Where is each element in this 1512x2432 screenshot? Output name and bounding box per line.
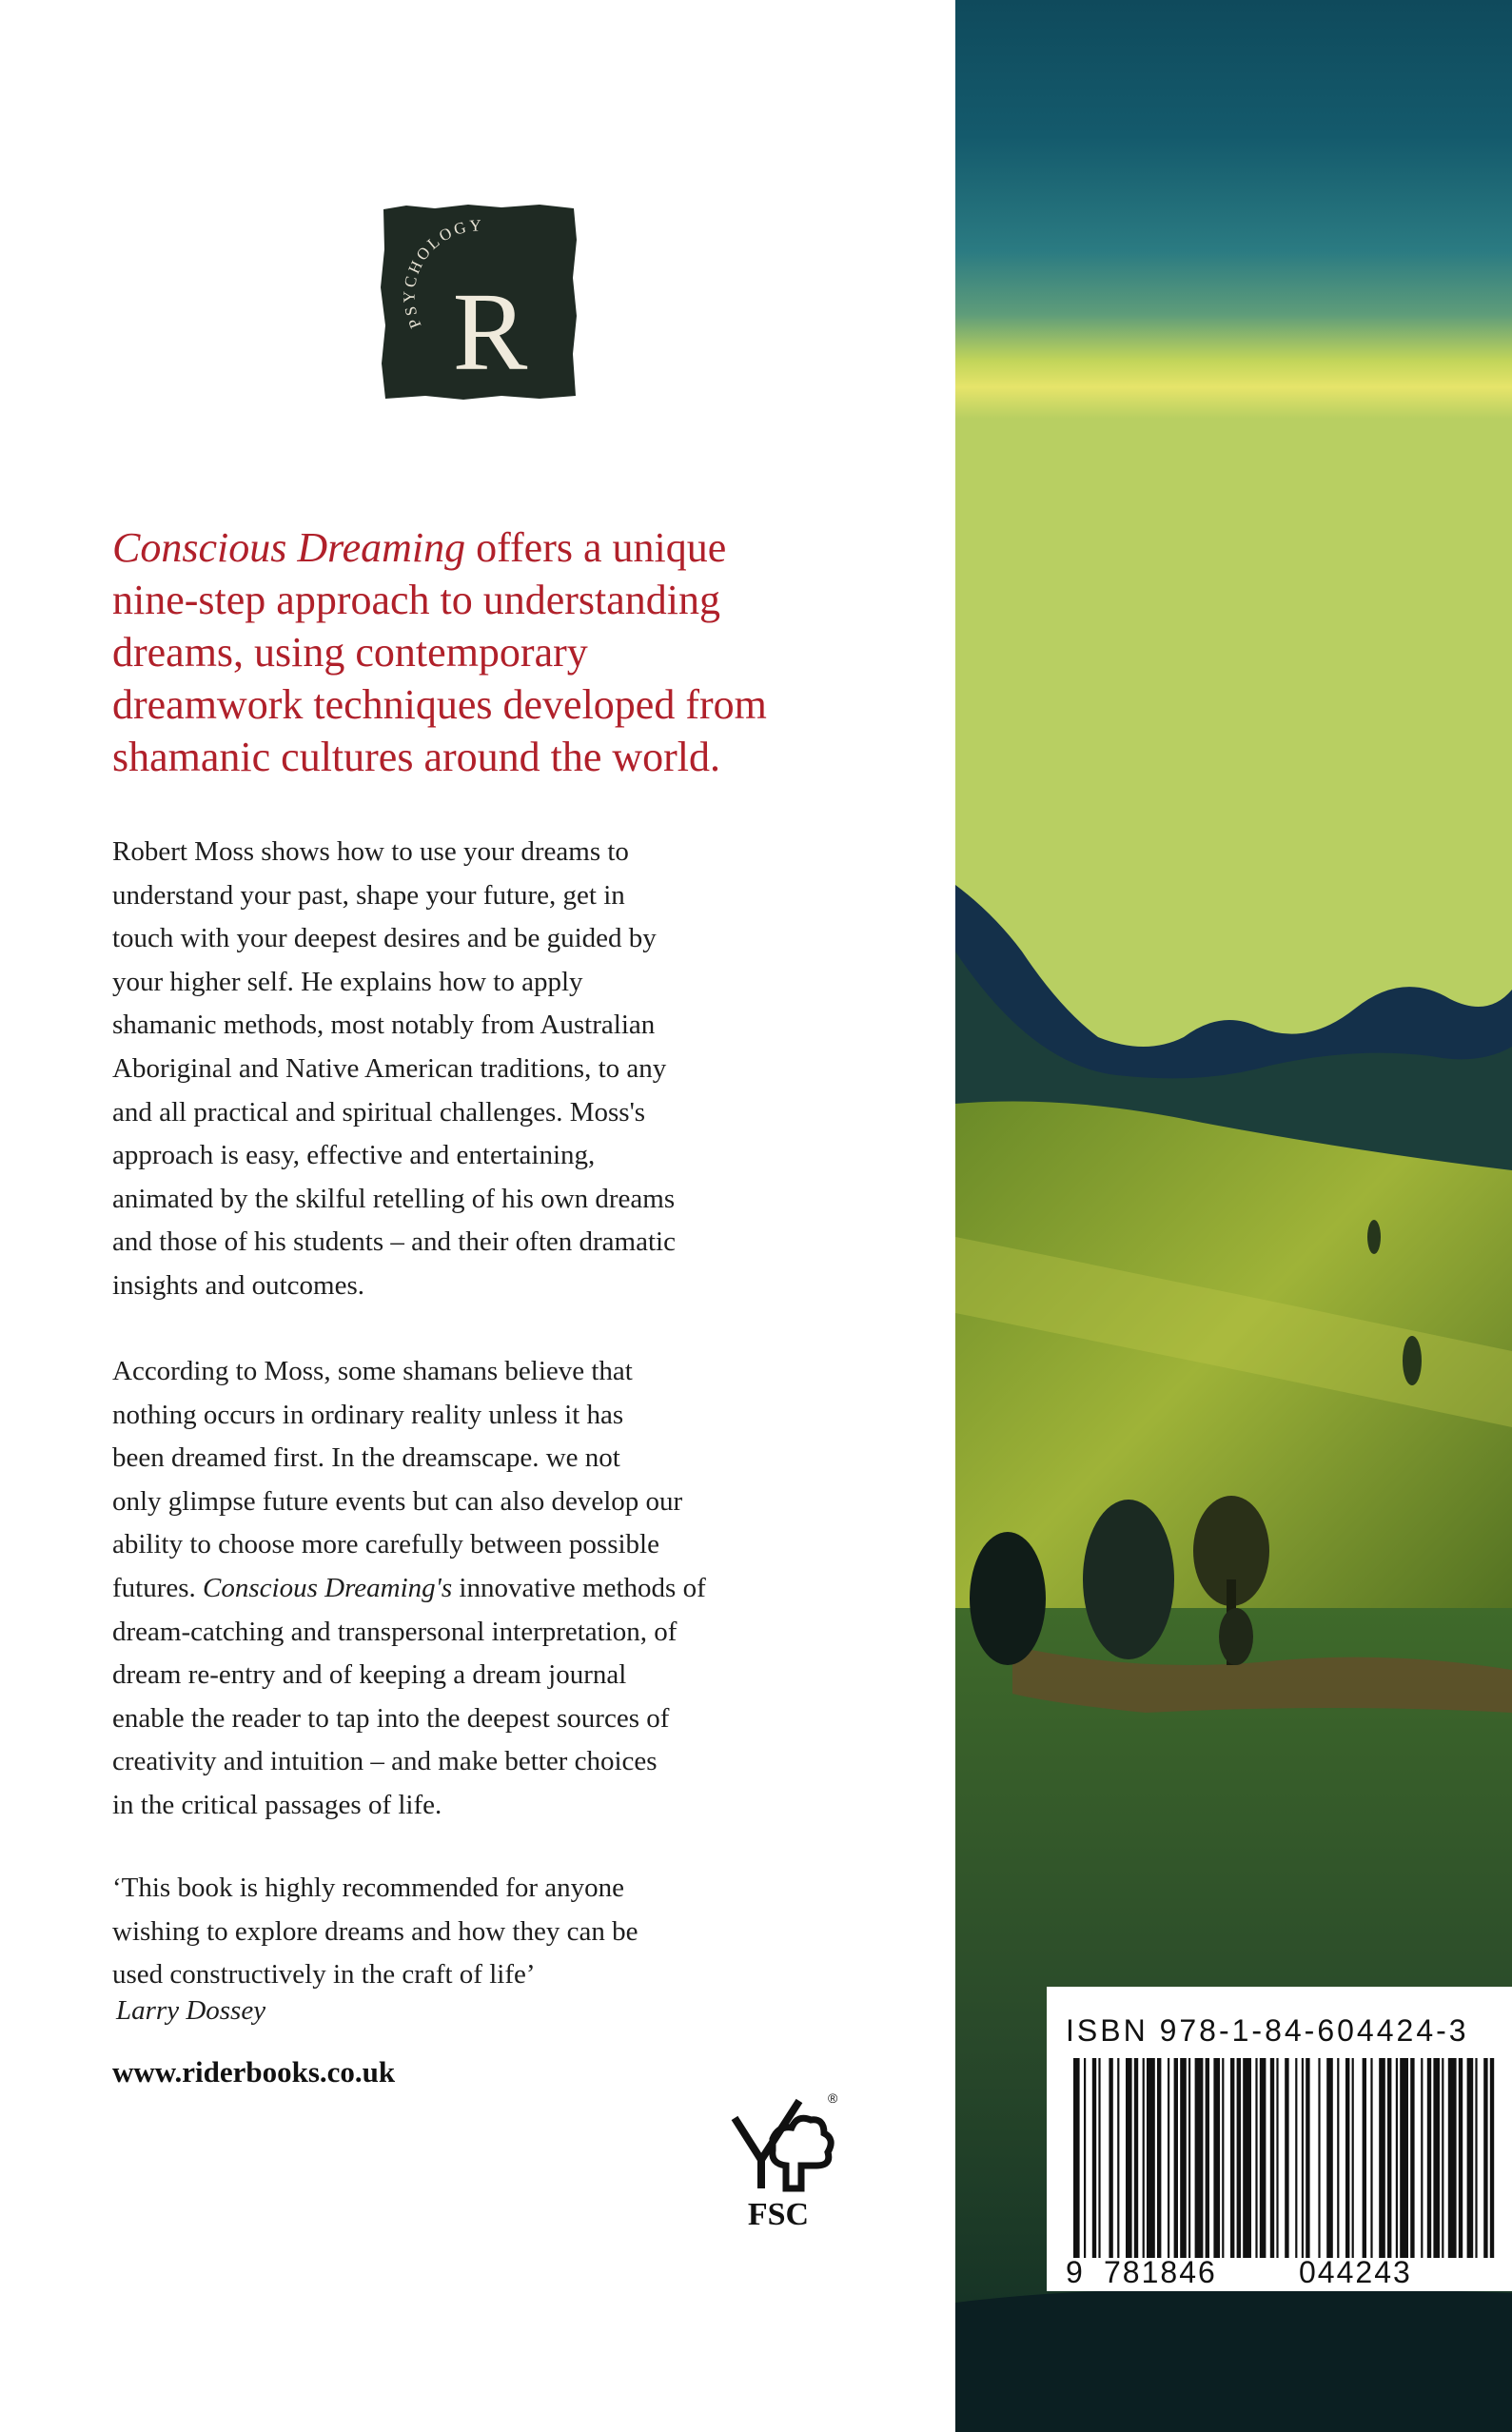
barcode-bar	[1222, 2058, 1224, 2258]
description-paragraph-1: Robert Moss shows how to use your dreams to understand your past, shape your future, get in touch with your deepest desires and be guided by your higher self. He explains how to apply shamanic methods, most notably from Australian Aboriginal and Native American traditions, to any and all practical and spiritual challenges. Moss's approach is easy, effective and entertaining, animated by the skilful retelling of his own dreams and those of his students – and their often dramatic insights and outcomes.	[112, 836, 676, 1301]
barcode-bar	[1387, 2058, 1391, 2258]
barcode-bar	[1483, 2058, 1487, 2258]
barcode-bar	[1442, 2058, 1443, 2258]
barcode-bar	[1260, 2058, 1267, 2258]
barcode-bar	[1143, 2058, 1145, 2258]
barcode-bar	[1195, 2058, 1204, 2258]
barcode-bar	[1109, 2058, 1112, 2258]
barcode-bar	[1318, 2058, 1320, 2258]
barcode-digits: 9 781846 044243	[1066, 2255, 1412, 2289]
barcode-bar	[1306, 2058, 1309, 2258]
barcode-bar	[1213, 2058, 1220, 2258]
quote-author: Larry Dossey	[116, 1995, 266, 2026]
barcode-bar	[1237, 2058, 1241, 2258]
barcode-bar	[1084, 2058, 1086, 2258]
barcode-icon	[1066, 2058, 1502, 2258]
barcode-bar	[1326, 2058, 1333, 2258]
barcode-bar	[1448, 2058, 1457, 2258]
barcode-bar	[1459, 2058, 1463, 2258]
barcode-bar	[1345, 2058, 1349, 2258]
barcode-bar	[1370, 2058, 1372, 2258]
headline: Conscious Dreaming offers a unique nine-step approach to understanding dreams, using contemporary dreamwork techniques developed from shamanic cultures around the world.	[112, 524, 767, 780]
publisher-website[interactable]: www.riderbooks.co.uk	[112, 2055, 396, 2089]
barcode-bar	[1134, 2058, 1138, 2258]
barcode-bar	[1363, 2058, 1366, 2258]
barcode-bar	[1188, 2058, 1190, 2258]
barcode-bar	[1410, 2058, 1414, 2258]
barcode-bar	[1285, 2058, 1288, 2258]
barcode-bar	[1427, 2058, 1431, 2258]
barcode-bar	[1255, 2058, 1257, 2258]
barcode-bar	[1337, 2058, 1339, 2258]
barcode-bar	[1352, 2058, 1354, 2258]
barcode-bar	[1243, 2058, 1251, 2258]
barcode-bar	[1073, 2058, 1080, 2258]
logo-letter: R	[452, 269, 528, 394]
barcode-bar	[1168, 2058, 1169, 2258]
barcode-bar	[1276, 2058, 1278, 2258]
barcode-bar	[1180, 2058, 1187, 2258]
barcode-bar	[1270, 2058, 1274, 2258]
barcode-bar	[1092, 2058, 1096, 2258]
barcode-bar	[1400, 2058, 1408, 2258]
barcode-bar	[1467, 2058, 1474, 2258]
isbn-label: ISBN 978-1-84-604424-3	[1066, 2013, 1469, 2048]
barcode-bar	[1475, 2058, 1477, 2258]
description-paragraph-2: According to Moss, some shamans believe that nothing occurs in ordinary reality unless it has been dreamed first. In the dreamscape. we not only glimpse future events but can also develop our ability to choose more carefully between possible futures. Conscious Dreaming's innovative methods of dream-catching and transpersonal interpretation, of dream re-entry and of keeping a dream journal enable the reader to tap into the deepest sources of creativity and intuition – and make better choices in the critical passages of life.	[112, 1356, 706, 1820]
barcode-bar	[1396, 2058, 1398, 2258]
barcode-bar	[1433, 2058, 1440, 2258]
barcode-bar	[1117, 2058, 1119, 2258]
barcode-bar	[1206, 2058, 1209, 2258]
fsc-label: FSC	[747, 2197, 810, 2232]
barcode-bar	[1126, 2058, 1132, 2258]
barcode-bar	[1490, 2058, 1494, 2258]
fsc-logo	[716, 2082, 841, 2234]
book-title: Conscious Dreaming	[112, 524, 466, 571]
barcode-bar	[1295, 2058, 1297, 2258]
publisher-logo	[378, 202, 579, 402]
logo-arc-text: PSYCHOLOGY	[400, 216, 485, 331]
barcode-bar	[1421, 2058, 1423, 2258]
barcode-bar	[1379, 2058, 1385, 2258]
barcode-panel	[1047, 1987, 1512, 2291]
barcode-bar	[1174, 2058, 1178, 2258]
tree-check-icon	[735, 2101, 799, 2188]
svg-text:®: ®	[828, 2090, 838, 2106]
barcode-bar	[1098, 2058, 1100, 2258]
barcode-bar	[1230, 2058, 1234, 2258]
barcode-bar	[1302, 2058, 1304, 2258]
barcode-bar	[1147, 2058, 1155, 2258]
endorsement-quote: ‘This book is highly recommended for anyone wishing to explore dreams and how they can be used constructively in the craft of life’	[112, 1873, 638, 1991]
barcode-bar	[1157, 2058, 1161, 2258]
